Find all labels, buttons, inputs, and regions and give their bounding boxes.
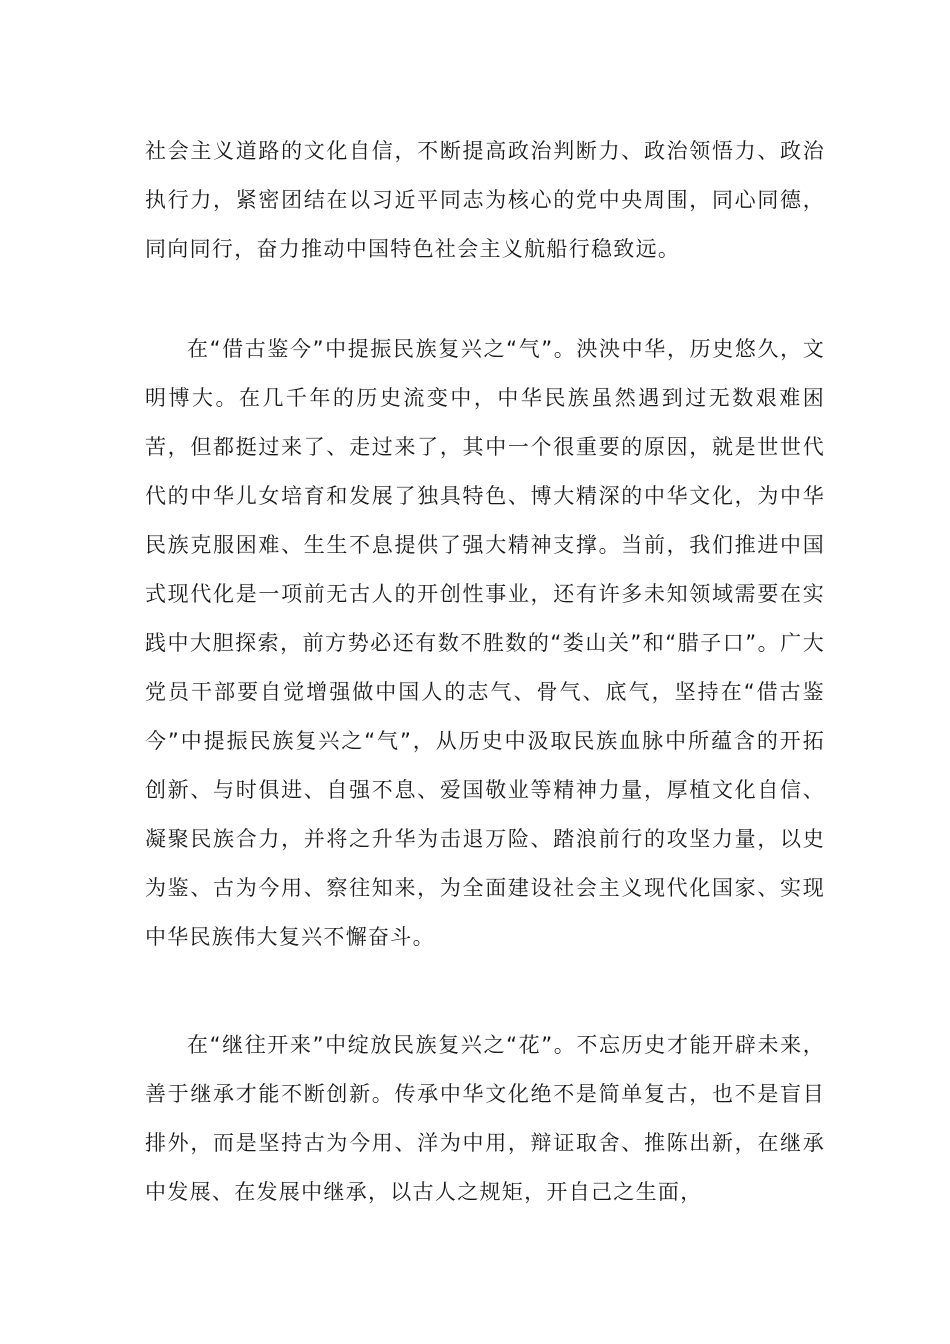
paragraph-carry-forward: 在“继往开来”中绽放民族复兴之“花”。不忘历史才能开辟未来，善于继承才能不断创新。传承中华文化绝不是简单复古，也不是盲目排外，而是坚持古为今用、洋为中用，辩证取舍、推陈出新，在继承中发展、在发展中继承，以古人之规矩，开自己之生面， [145, 1033, 825, 1204]
paragraph-borrow-ancient: 在“借古鉴今”中提振民族复兴之“气”。泱泱中华，历史悠久，文明博大。在几千年的历史流变中，中华民族虽然遇到过无数艰难困苦，但都挺过来了、走过来了，其中一个很重要的原因，就是世世代代的中华儿女培育和发展了独具特色、博大精深的中华文化，为中华民族克服困难、生生不息提供了强大精神支撑。当前，我们推进中国式现代化是一项前无古人的开创性事业，还有许多未知领域需要在实践中大胆探索，前方势必还有数不胜数的“娄山关”和“腊子口”。广大党员干部要自觉增强做中国人的志气、骨气、底气，坚持在“借古鉴今”中提振民族复兴之“气”，从历史中汲取民族血脉中所蕴含的开拓创新、与时俱进、自强不息、爱国敬业等精神力量，厚植文化自信、凝聚民族合力，并将之升华为击退万险、踏浪前行的攻坚力量，以史为鉴、古为今用、察往知来，为全面建设社会主义现代化国家、实现中华民族伟大复兴不懈奋斗。 [145, 337, 825, 949]
paragraph-continuation: 社会主义道路的文化自信，不断提高政治判断力、政治领悟力、政治执行力，紧密团结在以习近平同志为核心的党中央周围，同心同德，同向同行，奋力推动中国特色社会主义航船行稳致远。 [145, 139, 825, 261]
